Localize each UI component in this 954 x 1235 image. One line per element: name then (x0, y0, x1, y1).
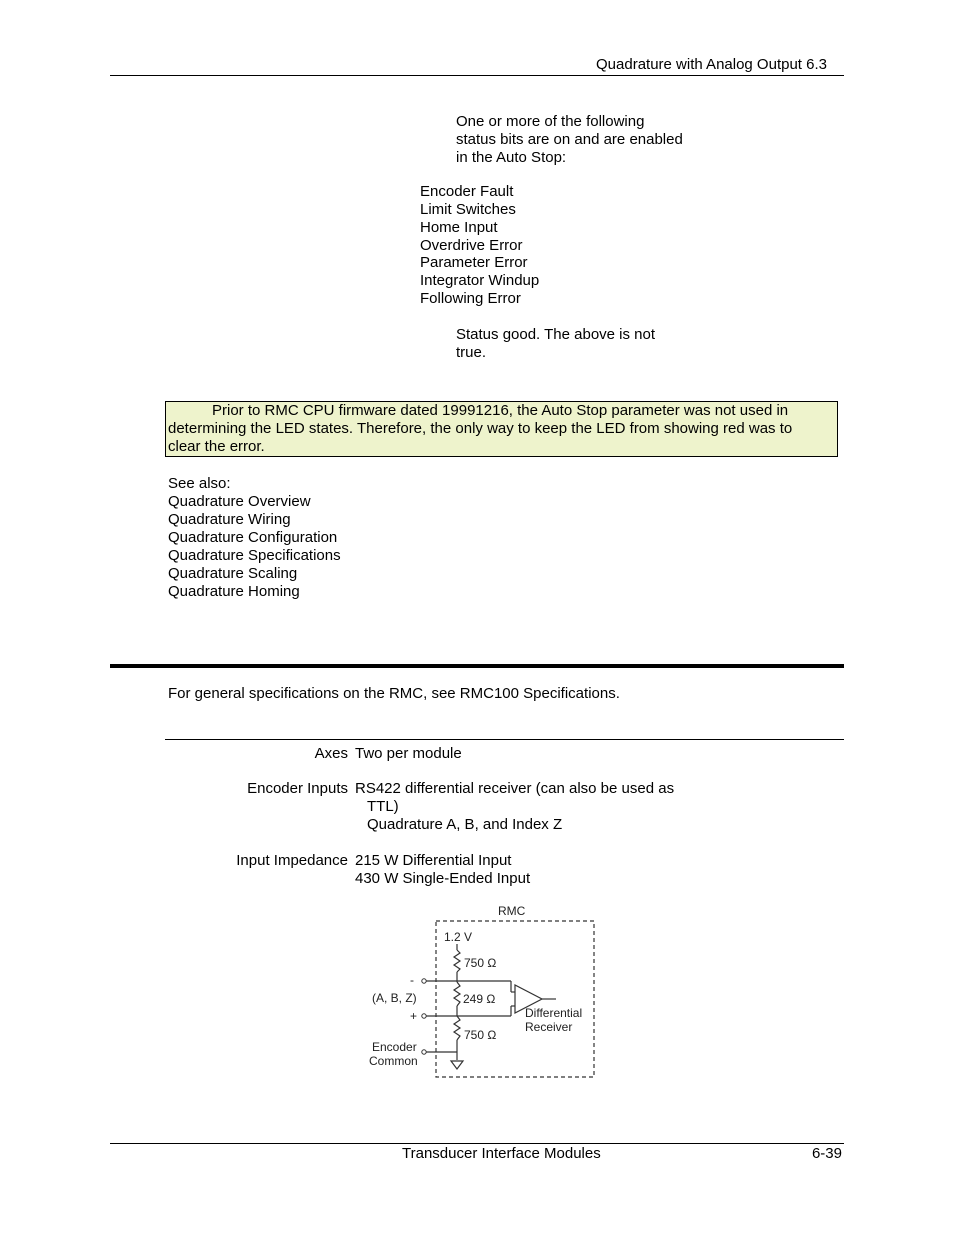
spec-impedance-label: Input Impedance (236, 852, 348, 869)
see-also-label: See also: (168, 475, 231, 492)
status-intro-line-1: One or more of the following (456, 113, 645, 130)
see-also-link-specifications[interactable]: Quadrature Specifications (168, 547, 341, 564)
diagram-minus-label: - (410, 973, 414, 987)
note-box (165, 401, 838, 457)
diagram-diff-label: Differential (525, 1006, 583, 1020)
status-bit-limit-switches: Limit Switches (420, 201, 516, 218)
status-bit-integrator-windup: Integrator Windup (420, 272, 540, 289)
diagram-plus-label: + (410, 1009, 418, 1023)
see-also-link-wiring[interactable]: Quadrature Wiring (168, 511, 291, 528)
page-number: 6-39 (811, 1145, 842, 1162)
spec-encoder-line-2: TTL) (367, 798, 399, 815)
resistor-top (454, 950, 460, 972)
status-intro-line-2: status bits are on and are enabled (456, 131, 683, 148)
see-also-link-overview[interactable]: Quadrature Overview (168, 493, 311, 510)
spec-encoder-label: Encoder Inputs (247, 780, 348, 797)
spec-encoder-line-3: Quadrature A, B, and Index Z (367, 816, 563, 833)
spec-axes-label: Axes (314, 745, 348, 762)
resistor-mid (454, 982, 460, 1006)
spec-encoder-line-1: RS422 differential receiver (can also be used as (355, 780, 675, 797)
header-rule (110, 75, 844, 76)
specs-intro: For general specifications on the RMC, see RMC100 Specifications. (168, 685, 620, 702)
status-bit-parameter-error: Parameter Error (420, 254, 528, 271)
diagram-encoder-label: Encoder (372, 1040, 417, 1054)
diagram-r-mid-label: 249 Ω (463, 992, 496, 1006)
status-intro-line-3: in the Auto Stop: (456, 149, 567, 166)
status-bit-overdrive-error: Overdrive Error (420, 237, 523, 254)
status-bit-following-error: Following Error (420, 290, 521, 307)
resistor-bot (454, 1016, 460, 1040)
status-bit-home-input: Home Input (420, 219, 498, 236)
spec-impedance-line-2: 430 W Single-Ended Input (355, 870, 531, 887)
status-bit-encoder-fault: Encoder Fault (420, 183, 514, 200)
diagram-receiver-label: Receiver (525, 1020, 573, 1034)
status-good-line-1: Status good. The above is not (456, 326, 656, 343)
diagram-voltage-label: 1.2 V (444, 930, 473, 944)
note-line-2: determining the LED states. Therefore, the only way to keep the LED from showing red was to (168, 420, 793, 437)
input-circuit-diagram (360, 900, 605, 1085)
diagram-r-bot-label: 750 Ω (464, 1028, 497, 1042)
diagram-rmc-label: RMC (498, 904, 526, 918)
spec-axes-value: Two per module (355, 745, 462, 762)
diagram-common-label: Common (369, 1054, 418, 1068)
footer-rule (110, 1143, 844, 1144)
running-header: Quadrature with Analog Output 6.3 (596, 56, 827, 73)
status-good-line-2: true. (456, 344, 487, 361)
note-line-1: Prior to RMC CPU firmware dated 19991216, the Auto Stop parameter was not used in (212, 402, 789, 419)
see-also-link-scaling[interactable]: Quadrature Scaling (168, 565, 298, 582)
note-line-3: clear the error. (168, 438, 265, 455)
specs-rule (165, 739, 844, 740)
section-rule (110, 664, 844, 668)
ground-icon (451, 1061, 463, 1069)
see-also-link-configuration[interactable]: Quadrature Configuration (168, 529, 338, 546)
footer-title: Transducer Interface Modules (402, 1145, 601, 1162)
spec-impedance-line-1: 215 W Differential Input (355, 852, 512, 869)
see-also-link-homing[interactable]: Quadrature Homing (168, 583, 300, 600)
diagram-inputs-label: (A, B, Z) (372, 991, 417, 1005)
diagram-r-top-label: 750 Ω (464, 956, 497, 970)
